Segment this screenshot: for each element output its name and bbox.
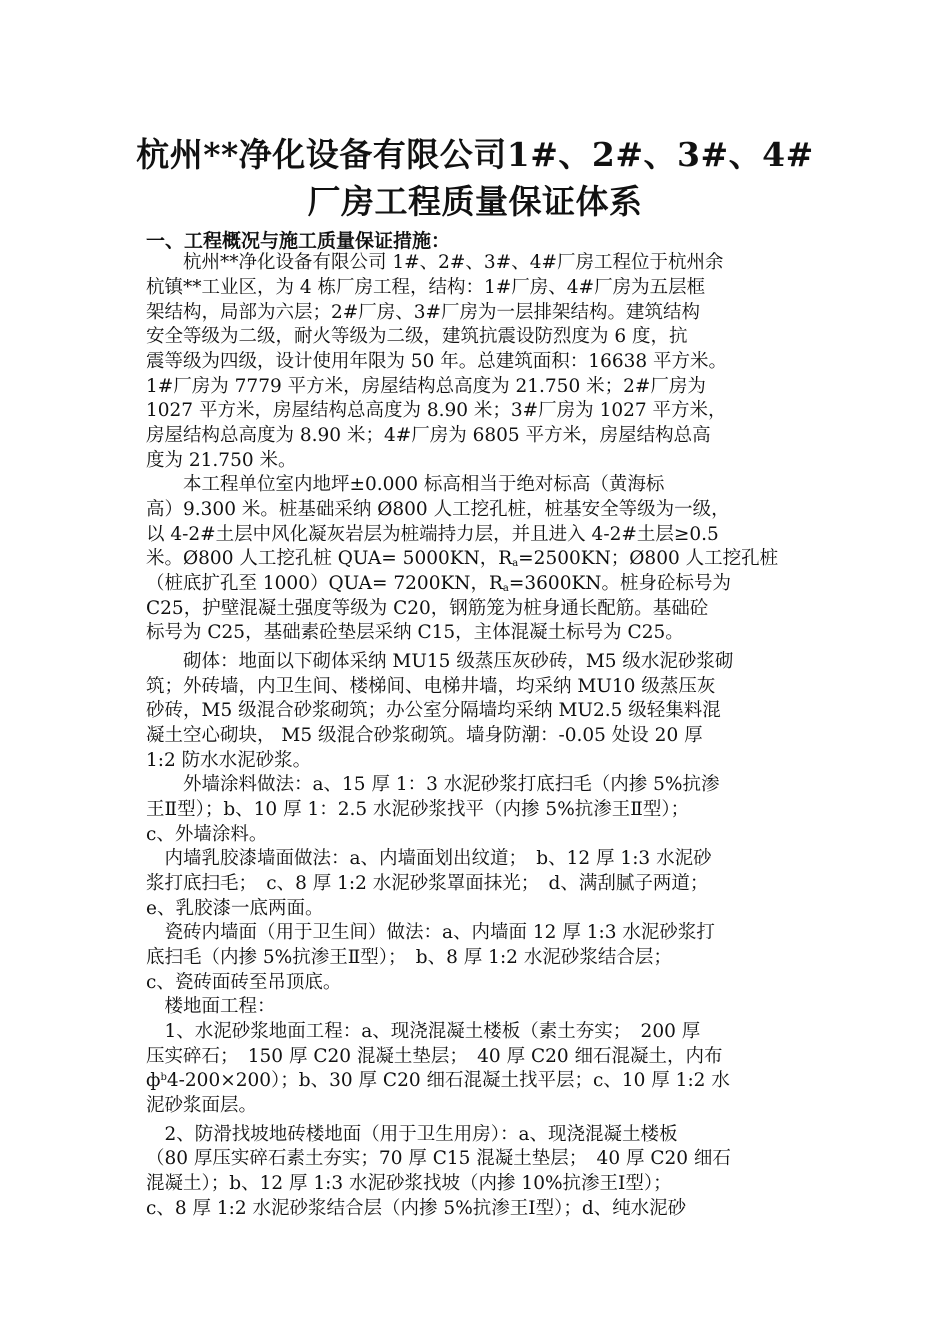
body-line: e、乳胶漆一底两面。 xyxy=(146,898,324,919)
body-line: 度为 21.750 米。 xyxy=(146,450,297,471)
line-text: 米。Ø800 人工挖孔桩 QUA= 5000KN，R xyxy=(146,548,513,569)
section-heading: 一、工程概况与施工质量保证措施： xyxy=(146,230,451,252)
body-line: 标号为 C25，基础素砼垫层采纳 C15，主体混凝土标号为 C25。 xyxy=(146,622,684,643)
line-text: =3600KN。桩身砼标号为 xyxy=(508,573,731,594)
body-line: 内墙乳胶漆墙面做法：a、内墙面划出纹道； b、12 厚 1:3 水泥砂 xyxy=(146,848,712,869)
body-line: 2、防滑找坡地砖楼地面（用于卫生用房）：a、现浇混凝土楼板 xyxy=(146,1124,678,1145)
document-title-line-2: 厂房工程质量保证体系 xyxy=(307,182,643,221)
line-text: （桩底扩孔至 1000）QUA= 7200KN，R xyxy=(146,573,503,594)
body-line: 浆打底扫毛； c、8 厚 1:2 水泥砂浆罩面抹光； d、满刮腻子两道； xyxy=(146,873,709,894)
body-line: 1:2 防水水泥砂浆。 xyxy=(146,750,312,771)
body-line: 架结构，局部为六层；2#厂房、3#厂房为一层排架结构。建筑结构 xyxy=(146,302,701,323)
body-line: （80 厚压实碎石素土夯实；70 厚 C15 混凝土垫层； 40 厚 C20 细石 xyxy=(146,1148,731,1169)
body-line: 砌体：地面以下砌体采纳 MU15 级蒸压灰砂砖，M5 级水泥砂浆砌 xyxy=(146,651,734,672)
body-line: 底扫毛（内掺 5%抗渗王Ⅱ型）； b、8 厚 1:2 水泥砂浆结合层； xyxy=(146,947,672,968)
body-line: 王Ⅱ型）；b、10 厚 1：2.5 水泥砂浆找平（内掺 5%抗渗王Ⅱ型）； xyxy=(146,799,690,820)
body-line xyxy=(146,571,731,596)
body-line: 1、水泥砂浆地面工程：a、现浇混凝土楼板（素土夯实； 200 厚 xyxy=(146,1021,701,1042)
body-line: 凝土空心砌块， M5 级混合砂浆砌筑。墙身防潮：-0.05 处设 20 厚 xyxy=(146,725,703,746)
body-line xyxy=(146,1068,730,1093)
body-line: 杭州**净化设备有限公司 1#、2#、3#、4#厂房工程位于杭州余 xyxy=(146,252,724,273)
document-title-line-1: 杭州**净化设备有限公司1#、2#、3#、4# xyxy=(136,135,814,174)
body-line: 震等级为四级，设计使用年限为 50 年。总建筑面积：16638 平方米。 xyxy=(146,351,728,372)
line-text: 4-200×200）；b、30 厚 C20 细石混凝土找平层；c、10 厚 1:2 水 xyxy=(166,1070,730,1091)
body-line: 以 4-2#土层中风化凝灰岩层为桩端持力层，并且进入 4-2#土层≥0.5 xyxy=(146,524,719,545)
body-line: 混凝土）；b、12 厚 1:3 水泥砂浆找坡（内掺 10%抗渗王Ⅰ型）； xyxy=(146,1173,672,1194)
superscript-text: b xyxy=(160,1072,167,1083)
body-line: 本工程单位室内地坪±0.000 标高相当于绝对标高（黄海标 xyxy=(146,474,665,495)
body-line: 楼地面工程： xyxy=(146,996,276,1017)
subscript-text: a xyxy=(502,583,509,594)
line-text: ф xyxy=(146,1070,161,1091)
body-line: 安全等级为二级，耐火等级为二级，建筑抗震设防烈度为 6 度，抗 xyxy=(146,326,688,347)
body-line: 筑；外砖墙，内卫生间、楼梯间、电梯井墙，均采纳 MU10 级蒸压灰 xyxy=(146,676,716,697)
body-line: 砂砖，M5 级混合砂浆砌筑；办公室分隔墙均采纳 MU2.5 级轻集料混 xyxy=(146,700,721,721)
body-line: 高）9.300 米。桩基础采纳 Ø800 人工挖孔桩，桩基安全等级为一级， xyxy=(146,499,730,520)
body-line: 1027 平方米，房屋结构总高度为 8.90 米；3#厂房为 1027 平方米， xyxy=(146,400,727,421)
body-line: 瓷砖内墙面（用于卫生间）做法：a、内墙面 12 厚 1:3 水泥砂浆打 xyxy=(146,922,715,943)
body-line: c、瓷砖面砖至吊顶底。 xyxy=(146,972,342,993)
subscript-text: a xyxy=(512,558,519,569)
body-line: 房屋结构总高度为 8.90 米；4#厂房为 6805 平方米，房屋结构总高 xyxy=(146,425,711,446)
body-line: C25，护壁混凝土强度等级为 C20，钢筋笼为桩身通长配筋。基础砼 xyxy=(146,598,709,619)
body-line: 1#厂房为 7779 平方米，房屋结构总高度为 21.750 米；2#厂房为 xyxy=(146,376,706,397)
body-line xyxy=(146,546,778,571)
body-line: 外墙涂料做法：a、15 厚 1：3 水泥砂浆打底扫毛（内掺 5%抗渗 xyxy=(146,774,720,795)
body-line: 杭镇**工业区，为 4 栋厂房工程，结构：1#厂房、4#厂房为五层框 xyxy=(146,277,706,298)
body-line: 压实碎石； 150 厚 C20 混凝土垫层； 40 厚 C20 细石混凝土，内布 xyxy=(146,1046,723,1067)
line-text: =2500KN；Ø800 人工挖孔桩 xyxy=(518,548,779,569)
body-line: c、外墙涂料。 xyxy=(146,824,268,845)
body-line: c、8 厚 1:2 水泥砂浆结合层（内掺 5%抗渗王Ⅰ型）；d、纯水泥砂 xyxy=(146,1198,687,1219)
body-line: 泥砂浆面层。 xyxy=(146,1095,258,1116)
